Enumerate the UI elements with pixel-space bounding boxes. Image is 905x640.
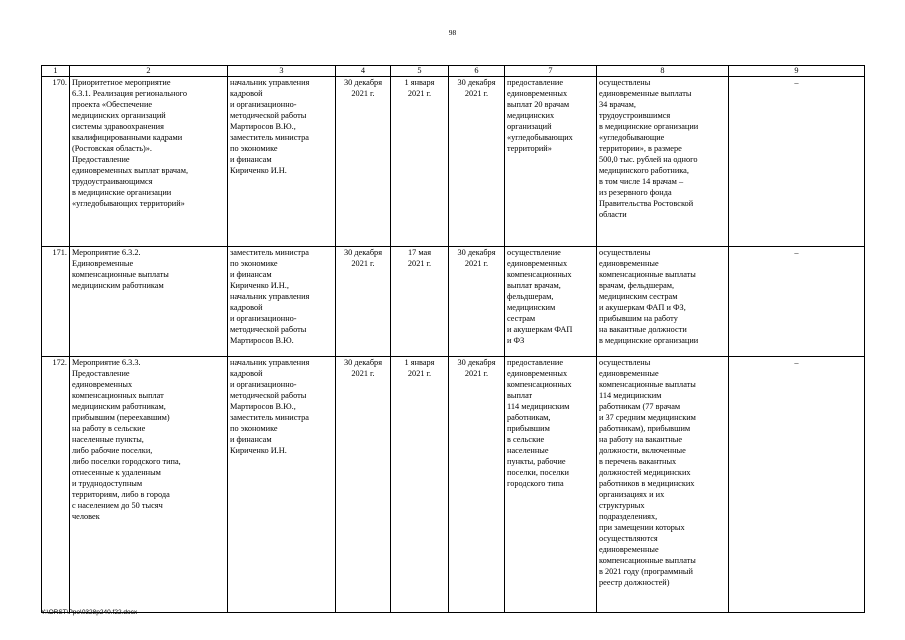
responsible-person: начальник управления кадровой и организационно- методической работы Мартиросов В.Ю., заместитель министра по экономике и финансам Кириченко И.Н. <box>228 77 336 247</box>
measure-title: Приоритетное мероприятие 6.3.1. Реализация регионального проекта «Обеспечение медицинских организаций системы здравоохранения квалифицированными кадрами (Ростовская область)». Предоставление единовременных выплат врачам, трудоустраивающимся в медицинские организации «угледобывающих территорий» <box>70 77 228 247</box>
table-row <box>42 357 865 613</box>
column-header: 1 <box>42 66 70 77</box>
column-header: 9 <box>729 66 865 77</box>
planned-date: 30 декабря 2021 г. <box>336 247 391 357</box>
page-number: 98 <box>448 28 457 37</box>
end-date: 30 декабря 2021 г. <box>449 357 505 613</box>
note: – <box>729 357 865 613</box>
column-header: 7 <box>505 66 597 77</box>
expected-result: предоставление единовременных выплат 20 врачам медицинских организаций «угледобывающих территорий» <box>505 77 597 247</box>
column-header: 3 <box>228 66 336 77</box>
expected-result: осуществление единовременных компенсационных выплат врачам, фельдшерам, медицинским сестрам и акушеркам ФАП и ФЗ <box>505 247 597 357</box>
responsible-person: начальник управления кадровой и организационно- методической работы Мартиросов В.Ю., заместитель министра по экономике и финансам Кириченко И.Н. <box>228 357 336 613</box>
column-header: 8 <box>597 66 729 77</box>
actual-result: осуществлены единовременные выплаты 34 врачам, трудоустроившимся в медицинские организации «угледобывающие территории», в размере 500,0 тыс. рублей на одного медицинского работника, в том числе 14 врачам – из резервного фонда Правительства Ростовской области <box>597 77 729 247</box>
column-header: 5 <box>391 66 449 77</box>
file-path-footer: Y:\ORST\Ppo\0328p240.f22.docx <box>41 609 138 616</box>
expected-result: предоставление единовременных компенсационных выплат 114 медицинским работникам, прибывшим в сельские населенные пункты, рабочие поселки, поселки городского типа <box>505 357 597 613</box>
column-header: 6 <box>449 66 505 77</box>
column-header: 2 <box>70 66 228 77</box>
start-date: 1 января 2021 г. <box>391 357 449 613</box>
note: – <box>729 247 865 357</box>
measure-title: Мероприятие 6.3.2. Единовременные компенсационные выплаты медицинским работникам <box>70 247 228 357</box>
actual-result: осуществлены единовременные компенсационные выплаты врачам, фельдшерам, медицинским сестрам и акушеркам ФАП и ФЗ, прибывшим на работу на вакантные должности в медицинские организации <box>597 247 729 357</box>
row-number: 170. <box>42 77 70 247</box>
measures-table <box>41 65 865 613</box>
end-date: 30 декабря 2021 г. <box>449 247 505 357</box>
start-date: 17 мая 2021 г. <box>391 247 449 357</box>
end-date: 30 декабря 2021 г. <box>449 77 505 247</box>
measure-title: Мероприятие 6.3.3. Предоставление единовременных компенсационных выплат медицинским работникам, прибывшим (переехавшим) на работу в сельские населенные пункты, либо рабочие поселки, либо поселки городского типа, отнесенные к удаленным и труднодоступным территориям, либо в города с населением до 50 тысяч человек <box>70 357 228 613</box>
actual-result: осуществлены единовременные компенсационные выплаты 114 медицинским работникам (77 врачам и 37 средним медицинским работникам), прибывшим на работу на вакантные должности, включенные в перечень вакантных должностей медицинских работников в медицинских организациях и их структурных подразделениях, при замещении которых осуществляются единовременные компенсационные выплаты в 2021 году (программный реестр должностей) <box>597 357 729 613</box>
start-date: 1 января 2021 г. <box>391 77 449 247</box>
row-number: 172. <box>42 357 70 613</box>
table-row <box>42 77 865 247</box>
planned-date: 30 декабря 2021 г. <box>336 77 391 247</box>
column-header: 4 <box>336 66 391 77</box>
table-row <box>42 247 865 357</box>
responsible-person: заместитель министра по экономике и финансам Кириченко И.Н., начальник управления кадровой и организационно- методической работы Мартиросов В.Ю. <box>228 247 336 357</box>
column-number-row <box>42 66 865 77</box>
planned-date: 30 декабря 2021 г. <box>336 357 391 613</box>
note: – <box>729 77 865 247</box>
row-number: 171. <box>42 247 70 357</box>
